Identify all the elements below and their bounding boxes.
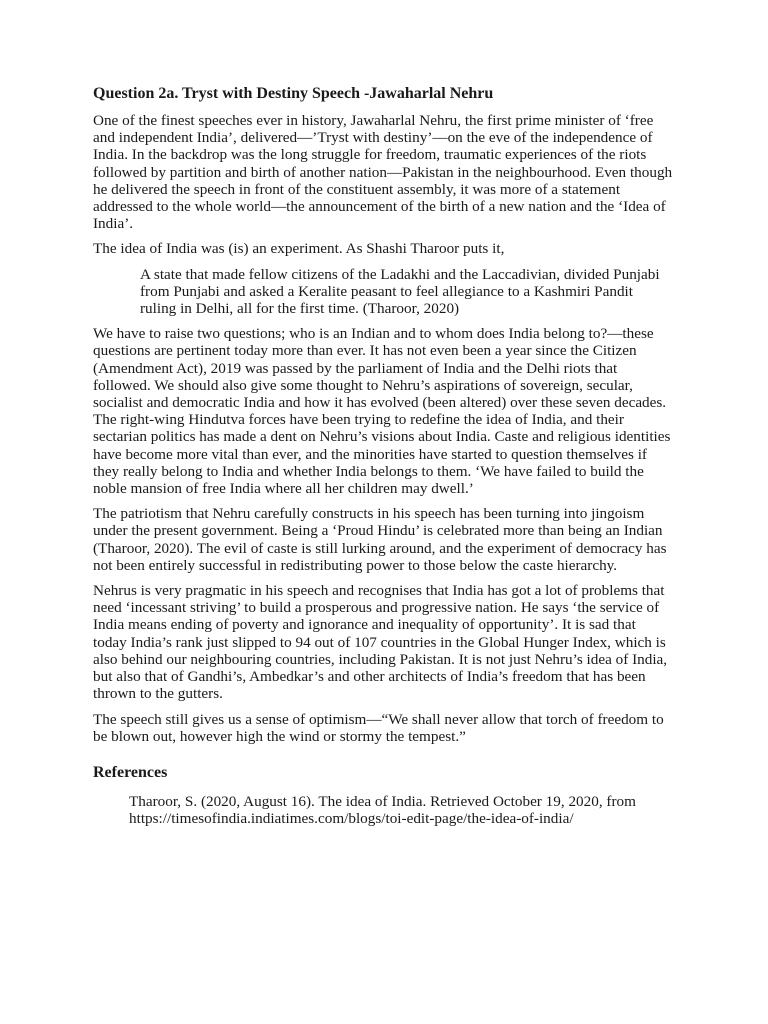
paragraph-pragmatic: Nehrus is very pragmatic in his speech and recognises that India has got a lot of problems that need ‘incessant striving’ to build a prosperous and progressive nation. He says ‘the service of India means ending of poverty and ignorance and inequality of opportunity’. It is sad that today India’s rank just slipped to 94 out of 107 countries in the Global Hunger Index, which is also behind our neighbouring countries, including Pakistan. It is not just Nehru’s idea of India, but also that of Gandhi’s, Ambedkar’s and other architects of India’s freedom that has been thrown to the gutters. xyxy=(93,582,668,703)
document-heading: Question 2a. Tryst with Destiny Speech -Jawaharlal Nehru xyxy=(93,85,494,102)
paragraph-patriotism: The patriotism that Nehru carefully constructs in his speech has been turning into jingoism under the present government. Being a ‘Proud Hindu’ is celebrated more than being an Indian (Tharoor, 2020). The evil of caste is still lurking around, and the experiment of democracy has not been entirely successful in redistributing power to those below the caste hierarchy. xyxy=(93,505,667,574)
paragraph-optimism: The speech still gives us a sense of optimism—“We shall never allow that torch of freedom to be blown out, however high the wind or stormy the tempest.” xyxy=(93,710,664,745)
reference-entry: Tharoor, S. (2020, August 16). The idea of India. Retrieved October 19, 2020, from https://timesofindia.indiatimes.com/blogs/toi-edit-page/the-idea-of-india/ xyxy=(129,792,636,828)
paragraph-idea-of-india: The idea of India was (is) an experiment. As Shashi Tharoor puts it, xyxy=(93,240,505,258)
block-quote: A state that made fellow citizens of the Ladakhi and the Laccadivian, divided Punjabi from Punjabi and asked a Keralite peasant to feel allegiance to a Kashmiri Pandit ruling in Delhi, all for the first time. (Tharoor, 2020) xyxy=(140,265,660,318)
document-page xyxy=(93,84,673,827)
references-heading: References xyxy=(93,763,168,781)
paragraph-intro: One of the finest speeches ever in history, Jawaharlal Nehru, the first prime minister of ‘free and independent India’, delivered—’Tryst with destiny’—on the eve of the independence of India. In the backdrop was the long struggle for freedom, traumatic experiences of the riots followed by partition and birth of another nation—Pakistan in the neighbourhood. Even though he delivered the speech in front of the constituent assembly, it was more of a statement addressed to the whole world—the announcement of the birth of a new nation and the ‘Idea of India’. xyxy=(93,112,673,233)
paragraph-two-questions: We have to raise two questions; who is an Indian and to whom does India belong to?—these questions are pertinent today more than ever. It has not even been a year since the Citizen (Amendment Act), 2019 was passed by the parliament of India and the Delhi riots that followed. We should also give some thought to Nehru’s aspirations of sovereign, secular, socialist and democratic India and how it has evolved (been altered) over these seven decades. The right-wing Hindutva forces have been trying to redefine the idea of India, and their sectarian politics has made a dent on Nehru’s visions about India. Caste and religious identities have become more vital than ever, and the minorities have started to question themselves if they really belong to India and whether India belongs to them. ‘We have failed to build the noble mansion of free India where all her children may dwell.’ xyxy=(93,325,671,498)
